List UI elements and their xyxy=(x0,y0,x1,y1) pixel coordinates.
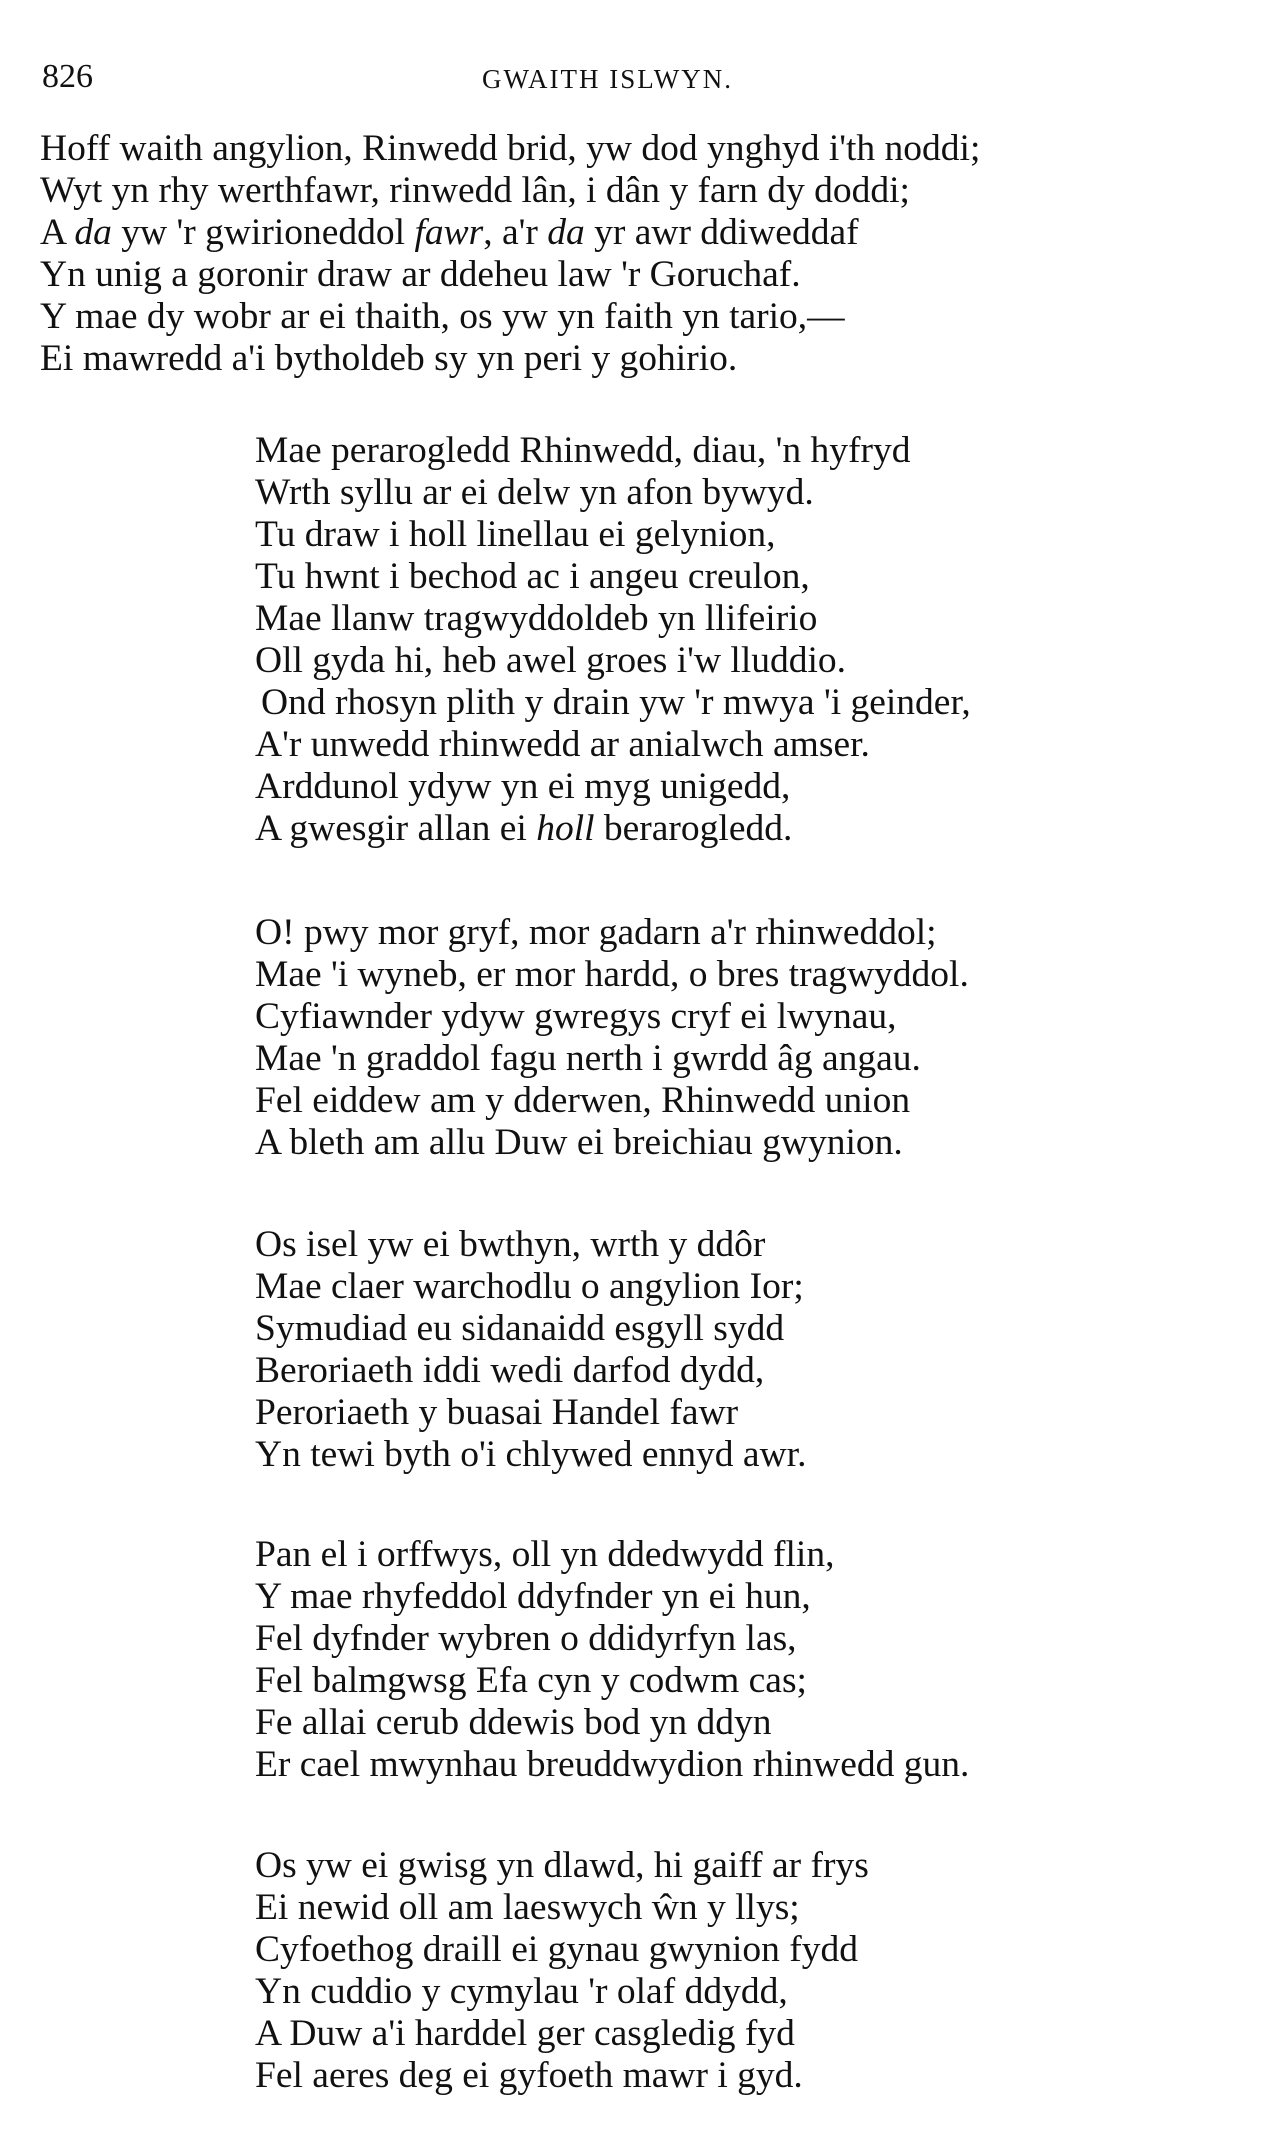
verse-line: Yn unig a goronir draw ar ddeheu law 'r Goruchaf. xyxy=(40,254,801,295)
verse-line: A da yw 'r gwirioneddol fawr, a'r da yr awr ddiweddaf xyxy=(40,212,859,253)
verse-line: Wrth syllu ar ei delw yn afon bywyd. xyxy=(255,472,814,513)
verse-line: Fe allai cerub ddewis bod yn ddyn xyxy=(255,1702,772,1743)
verse-line: Beroriaeth iddi wedi darfod dydd, xyxy=(255,1350,765,1391)
intro-verse xyxy=(40,128,1240,380)
verse-line: A bleth am allu Duw ei breichiau gwynion. xyxy=(255,1122,903,1163)
stanza-3 xyxy=(255,1224,1235,1476)
stanza-2 xyxy=(255,912,1235,1164)
verse-line: Os isel yw ei bwthyn, wrth y ddôr xyxy=(255,1224,766,1265)
verse-line: Ei newid oll am laeswych ŵn y llys; xyxy=(255,1887,800,1928)
verse-line: Y mae dy wobr ar ei thaith, os yw yn faith yn tario,— xyxy=(40,296,845,337)
verse-line: Er cael mwynhau breuddwydion rhinwedd gun. xyxy=(255,1744,970,1785)
verse-line: Mae perarogledd Rhinwedd, diau, 'n hyfryd xyxy=(255,430,911,471)
verse-line: Pan el i orffwys, oll yn ddedwydd flin, xyxy=(255,1534,835,1575)
stanza-1 xyxy=(255,430,1235,850)
verse-line: Tu draw i holl linellau ei gelynion, xyxy=(255,514,776,555)
verse-line: Cyfiawnder ydyw gwregys cryf ei lwynau, xyxy=(255,996,897,1037)
verse-line: Oll gyda hi, heb awel groes i'w lluddio. xyxy=(255,640,847,681)
verse-line: Wyt yn rhy werthfawr, rinwedd lân, i dân y farn dy doddi; xyxy=(40,170,910,211)
verse-line: Mae 'i wyneb, er mor hardd, o bres tragwyddol. xyxy=(255,954,969,995)
verse-line: Mae claer warchodlu o angylion Ior; xyxy=(255,1266,804,1307)
page-number: 826 xyxy=(42,58,93,95)
verse-line: Fel aeres deg ei gyfoeth mawr i gyd. xyxy=(255,2055,803,2096)
verse-line: Symudiad eu sidanaidd esgyll sydd xyxy=(255,1308,785,1349)
verse-line: Mae llanw tragwyddoldeb yn llifeirio xyxy=(255,598,818,639)
verse-line: Mae 'n graddol fagu nerth i gwrdd âg angau. xyxy=(255,1038,921,1079)
verse-line: Yn tewi byth o'i chlywed ennyd awr. xyxy=(255,1434,807,1475)
verse-line: Os yw ei gwisg yn dlawd, hi gaiff ar frys xyxy=(255,1845,869,1886)
running-title: GWAITH ISLWYN. xyxy=(482,64,733,94)
verse-line: Arddunol ydyw yn ei myg unigedd, xyxy=(255,766,791,807)
verse-line: Cyfoethog draill ei gynau gwynion fydd xyxy=(255,1929,859,1970)
verse-line: Fel dyfnder wybren o ddidyrfyn las, xyxy=(255,1618,797,1659)
page-header xyxy=(42,52,1222,102)
verse-line: Fel balmgwsg Efa cyn y codwm cas; xyxy=(255,1660,807,1701)
verse-line: O! pwy mor gryf, mor gadarn a'r rhinweddol; xyxy=(255,912,937,953)
verse-line: A Duw a'i harddel ger casgledig fyd xyxy=(255,2013,795,2054)
stanza-5 xyxy=(255,1845,1235,2097)
verse-line: Fel eiddew am y dderwen, Rhinwedd union xyxy=(255,1080,911,1121)
verse-line: Y mae rhyfeddol ddyfnder yn ei hun, xyxy=(255,1576,811,1617)
verse-line: Peroriaeth y buasai Handel fawr xyxy=(255,1392,739,1433)
verse-line: Ei mawredd a'i bytholdeb sy yn peri y gohirio. xyxy=(40,338,738,379)
verse-line: Ond rhosyn plith y drain yw 'r mwya 'i geinder, xyxy=(261,682,971,723)
verse-line: Hoff waith angylion, Rinwedd brid, yw dod ynghyd i'th noddi; xyxy=(40,128,981,169)
verse-line: Tu hwnt i bechod ac i angeu creulon, xyxy=(255,556,810,597)
verse-line: Yn cuddio y cymylau 'r olaf ddydd, xyxy=(255,1971,788,2012)
verse-line: A'r unwedd rhinwedd ar anialwch amser. xyxy=(255,724,870,765)
stanza-4 xyxy=(255,1534,1235,1786)
verse-line: A gwesgir allan ei holl berarogledd. xyxy=(255,808,793,849)
